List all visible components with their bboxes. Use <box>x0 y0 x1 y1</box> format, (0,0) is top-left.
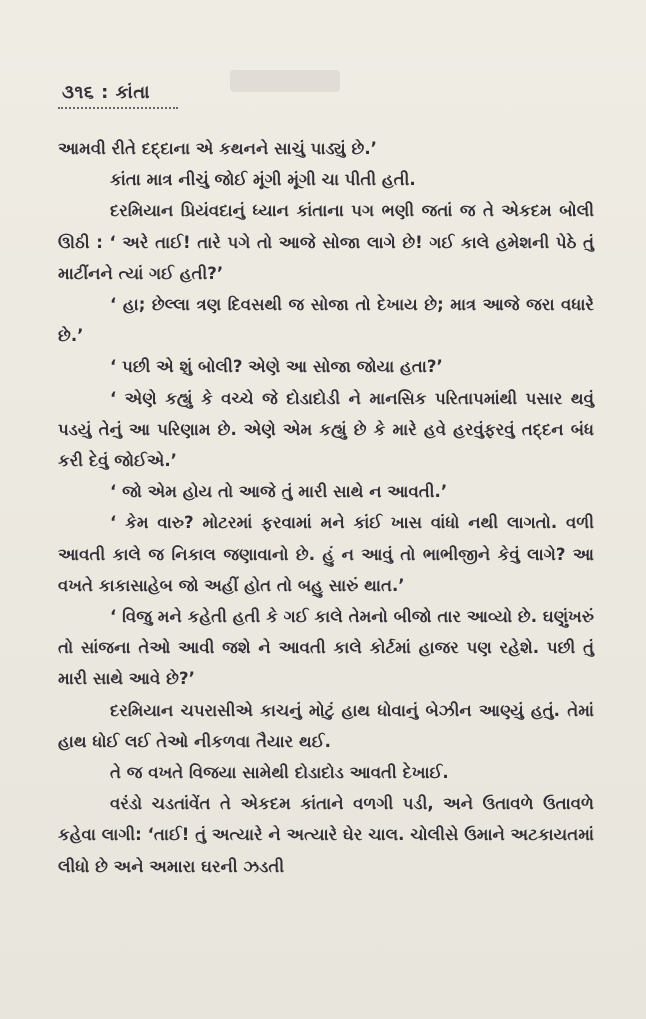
running-head-underline <box>58 107 178 109</box>
paragraph-5: ‘ પછી એ શું બોલી? એણે આ સોજા જોયા હતા?’ <box>110 357 443 377</box>
paragraph-11: તે જ વખતે વિજયા સામેથી દોડાદોડ આવતી દેખાઈ. <box>110 763 449 783</box>
running-head: ૩૧૬ : કાંતા <box>62 82 151 103</box>
paragraph-12: વરંડો ચડતાંવેંત તે એકદમ કાંતાને વળગી પડી, અને ઉતાવળે ઉતાવળે કહેવા લાગી: ‘તાઈ! તું અત્યારે ને અત્યારે ઘેર ચાલ. ચોલીસે ઉમાને અટકાયતમાં લીધો છે અને અમારા ઘરની ઝડતી <box>58 794 594 876</box>
paragraph-10: દરમિયાન ચપરાસીએ કાચનું મોટું હાથ ધોવાનું બેઝીન આણ્યું હતું. તેમાં હાથ ધોઈ લઈ તેઓ નીકળવા તૈયાર થઈ. <box>58 700 594 751</box>
paragraph-2: કાંતા માત્ર નીચું જોઈ મૂંગી મૂંગી ચા પીતી હતી. <box>110 170 416 190</box>
paragraph-7: ‘ જો એમ હોય તો આજે તું મારી સાથે ન આવતી.’ <box>110 482 448 502</box>
paragraph-8: ‘ કેમ વારુ? મોટરમાં ફરવામાં મને કાંઈ ખાસ વાંધો નથી લાગતો. વળી આવતી કાલે જ નિકાલ જણાવાનો છે. હું ન આવું તો ભાભીજીને કેવું લાગે? આ વખતે કાકાસાહેબ જો અહીં હોત તો બહુ સારું થાત.’ <box>58 513 594 595</box>
paragraph-3: દરમિયાન પ્રિયંવદાનું ધ્યાન કાંતાના પગ ભણી જતાં જ તે એકદમ બોલી ઊઠી : ‘ અરે તાઈ! તારે પગે તો આજે સોજા લાગે છે! ગઈ કાલે હમેશની પેઠે તું માટીંનને ત્યાં ગઈ હતી?’ <box>58 201 594 283</box>
paragraph-6: ‘ એણે કહ્યું કે વચ્ચે જે દોડાદોડી ને માનસિક પરિતાપમાંથી પસાર થવું પડયું તેનું આ પરિણામ છે. એણે એમ કહ્યું છે કે મારે હવે હરવુંફરવું તદ્દન બંધ કરી દેવું જોઈએ.’ <box>58 388 594 471</box>
paragraph-4: ‘ હા; છેલ્લા ત્રણ દિવસથી જ સોજા તો દેખાય છે; માત્ર આજે જરા વધારે છે.’ <box>58 295 594 346</box>
print-smudge <box>230 70 340 92</box>
paragraph-1: આમવી રીતે દદ્દાના એ કથનને સાચું પાડ્યું છે.’ <box>58 139 377 158</box>
body-text <box>58 133 594 882</box>
paragraph-9: ‘ વિજુ મને કહેતી હતી કે ગઈ કાલે તેમનો બીજો તાર આવ્યો છે. ઘણુંખરું તો સાંજના તેઓ આવી જશે ને આવતી કાલે કોર્ટમાં હાજર પણ રહેશે. પછી તું મારી સાથે આવે છે?’ <box>58 607 594 689</box>
